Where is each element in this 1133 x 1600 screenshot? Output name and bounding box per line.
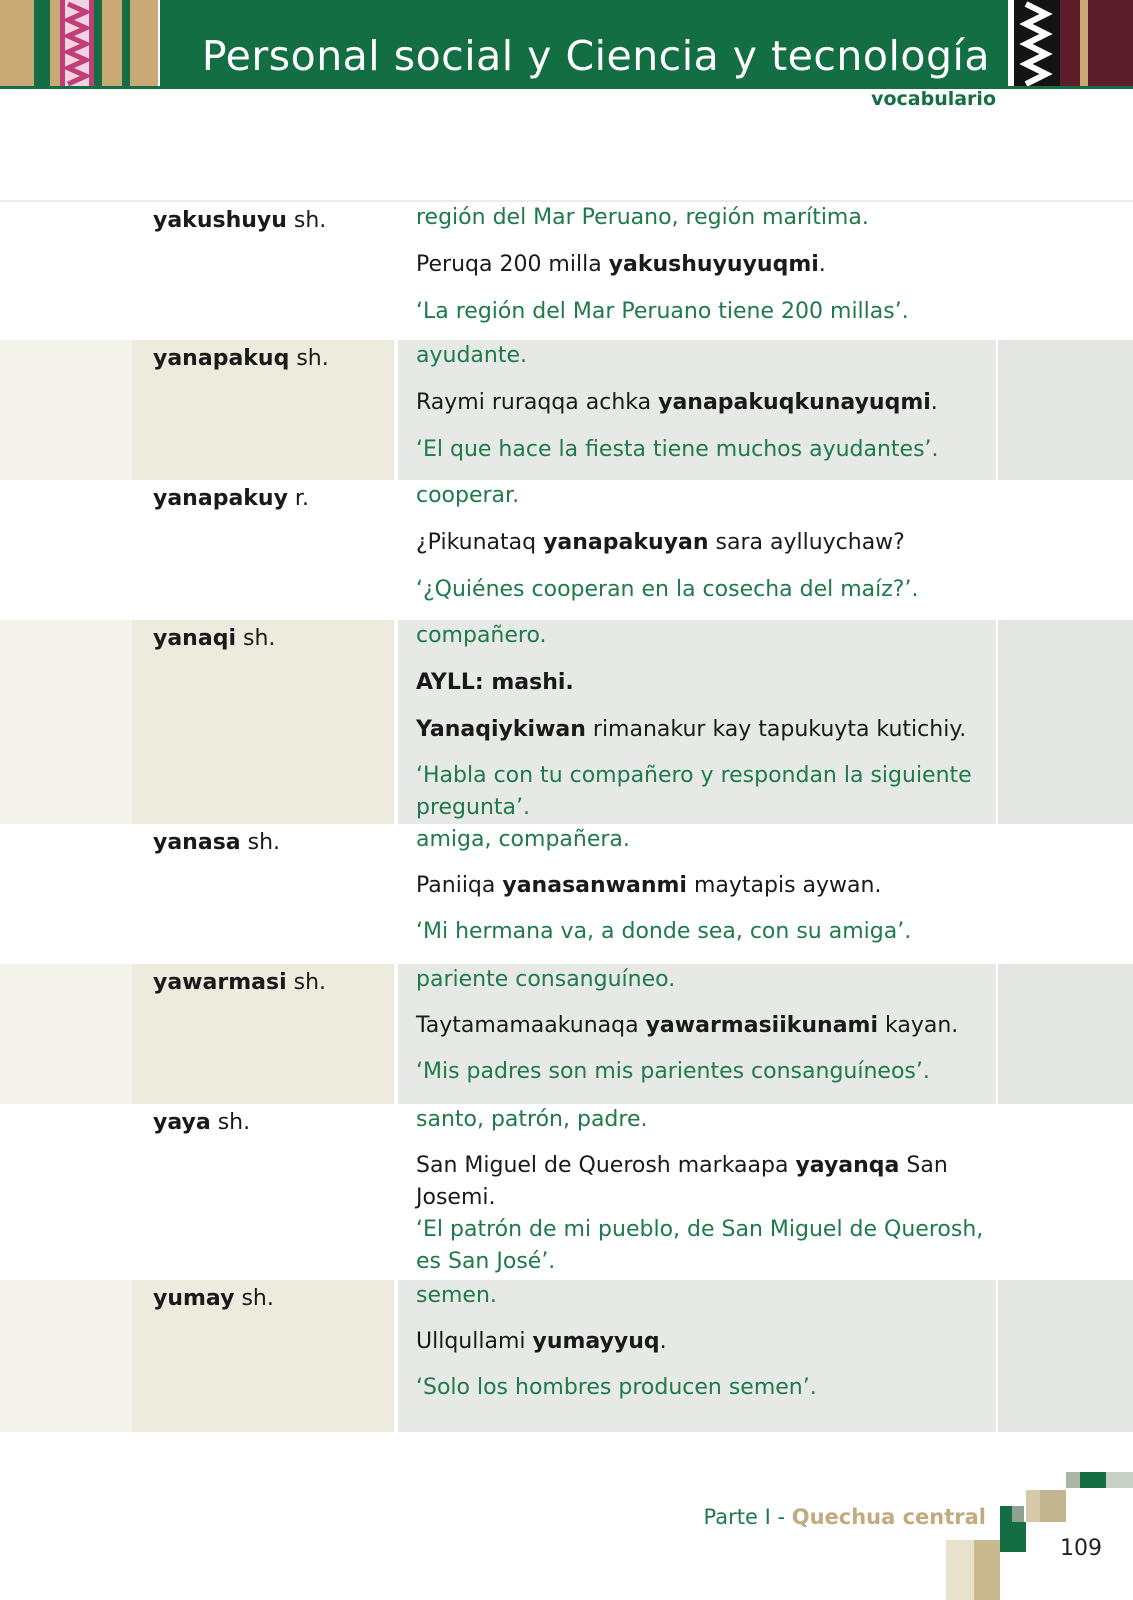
entry-row — [0, 1280, 1133, 1432]
definition: amiga, compañera. — [416, 827, 630, 852]
definition: ayudante. — [416, 343, 527, 368]
header-band-green — [34, 0, 50, 86]
example-sentence: Raymi ruraqqa achka yanapakuqkunayuqmi. — [416, 390, 938, 415]
header-pattern-black — [1014, 0, 1060, 86]
example-sentence: Ullqullami yumayyuq. — [416, 1329, 667, 1354]
definition: región del Mar Peruano, región marítima. — [416, 205, 869, 230]
entry-row — [0, 824, 1133, 964]
page-number: 109 — [1060, 1536, 1102, 1561]
translation: ‘Solo los hombres producen semen’. — [416, 1375, 817, 1400]
footer-deco-block — [1066, 1472, 1080, 1488]
entry-row — [0, 620, 1133, 824]
section-subtitle: vocabulario — [871, 88, 996, 110]
example-sentence: ¿Pikunataq yanapakuyan sara aylluychaw? — [416, 530, 905, 555]
header-band-tan — [50, 0, 60, 86]
footer-deco-block — [1012, 1522, 1026, 1552]
translation: ‘Habla con tu compañero y respondan la siguiente pregunta’. — [416, 763, 972, 820]
example-sentence: Yanaqiykiwan rimanakur kay tapukuyta kutichiy. — [416, 717, 967, 742]
definition: semen. — [416, 1283, 497, 1308]
header-band-green — [122, 0, 130, 86]
footer-deco-block — [1106, 1472, 1133, 1488]
footer-deco-block — [946, 1540, 974, 1600]
header-band-maroon — [1088, 0, 1133, 86]
headword: yakushuyu sh. — [153, 208, 327, 233]
header-band-tan — [130, 0, 158, 86]
footer-deco-block — [1000, 1506, 1012, 1552]
headword: yanaqi sh. — [153, 626, 276, 651]
example-sentence: Paniiqa yanasanwanmi maytapis aywan. — [416, 873, 882, 898]
footer-part-label: Parte I - Quechua central — [703, 1505, 986, 1529]
definition: cooperar. — [416, 483, 520, 508]
headword: yanasa sh. — [153, 830, 281, 855]
translation: ‘Mis padres son mis parientes consanguíneos’. — [416, 1059, 930, 1084]
definition: santo, patrón, padre. — [416, 1107, 648, 1132]
zigzag-pattern-icon — [1014, 0, 1060, 86]
header-band-tan — [102, 0, 122, 86]
synonym-note: AYLL: mashi. — [416, 670, 574, 695]
header-band-tan — [1080, 0, 1088, 86]
page-title: Personal social y Ciencia y tecnología — [201, 32, 990, 80]
header-band-maroon — [1060, 0, 1080, 86]
translation: ‘¿Quiénes cooperan en la cosecha del maíz?’. — [416, 577, 919, 602]
header-band-green — [94, 0, 102, 86]
entry-row — [0, 480, 1133, 620]
translation: ‘El que hace la fiesta tiene muchos ayudantes’. — [416, 437, 939, 462]
headword: yaya sh. — [153, 1110, 251, 1135]
footer-deco-block — [1080, 1472, 1106, 1488]
headword: yumay sh. — [153, 1286, 274, 1311]
headword: yanapakuq sh. — [153, 346, 329, 371]
entry-row — [0, 964, 1133, 1104]
entry-row — [0, 202, 1133, 340]
example-sentence: Peruqa 200 milla yakushuyuyuqmi. — [416, 252, 826, 277]
translation: ‘El patrón de mi pueblo, de San Miguel de Querosh, es San José’. — [416, 1217, 984, 1274]
example-sentence: San Miguel de Querosh markaapa yayanqa San Josemi. — [416, 1153, 948, 1210]
translation: ‘La región del Mar Peruano tiene 200 millas’. — [416, 299, 909, 324]
header-band-tan — [0, 0, 34, 86]
definition: compañero. — [416, 623, 547, 648]
footer-deco-block — [974, 1540, 1000, 1600]
header-pattern-pink — [60, 0, 94, 86]
headword: yanapakuy r. — [153, 486, 309, 511]
entry-row — [0, 340, 1133, 480]
entry-row — [0, 1104, 1133, 1280]
footer-deco-block — [1040, 1490, 1066, 1522]
zigzag-pattern-icon — [60, 0, 94, 86]
header-title-bar — [160, 0, 1008, 86]
example-sentence: Taytamamaakunaqa yawarmasiikunami kayan. — [416, 1013, 959, 1038]
headword: yawarmasi sh. — [153, 970, 327, 995]
definition: pariente consanguíneo. — [416, 967, 676, 992]
translation: ‘Mi hermana va, a donde sea, con su amiga’. — [416, 919, 912, 944]
